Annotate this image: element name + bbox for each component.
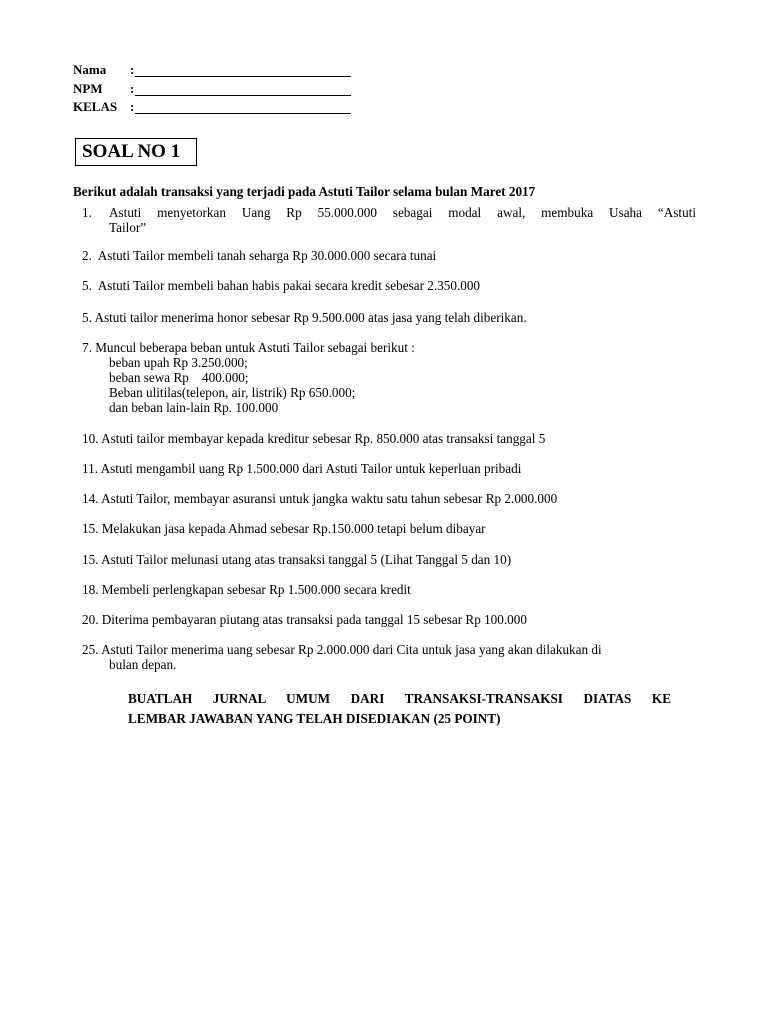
instruction-line: LEMBAR JAWABAN YANG TELAH DISEDIAKAN (25 POINT) xyxy=(128,711,501,726)
npm-label: NPM xyxy=(73,81,103,96)
transaction-item xyxy=(82,491,696,506)
transaction-line: Astuti Tailor membeli bahan habis pakai secara kredit sebesar 2.350.000 xyxy=(97,278,481,293)
transaction-line: Astuti menyetorkan Uang Rp 55.000.000 sebagai modal awal, membuka Usaha “Astuti xyxy=(109,205,696,220)
transaction-item xyxy=(82,431,696,446)
question-title-box xyxy=(75,138,197,166)
transaction-item xyxy=(82,612,696,627)
transaction-number: 20. xyxy=(82,612,99,627)
instruction-text xyxy=(128,689,671,729)
transaction-line: beban sewa Rp 400.000; xyxy=(109,370,249,385)
kelas-label: KELAS xyxy=(73,99,118,114)
transaction-line: dan beban lain-lain Rp. 100.000 xyxy=(109,400,279,415)
question-title: SOAL NO 1 xyxy=(82,141,181,162)
transaction-number: 25. xyxy=(82,642,99,657)
transaction-item xyxy=(82,278,696,293)
transaction-line: Tailor” xyxy=(109,220,147,235)
transaction-line: Astuti mengambil uang Rp 1.500.000 dari Astuti Tailor untuk keperluan pribadi xyxy=(100,461,522,476)
transaction-number: 18. xyxy=(82,582,99,597)
transaction-number: 11. xyxy=(82,461,98,476)
npm-blank-line[interactable] xyxy=(135,95,351,96)
transaction-item xyxy=(82,461,696,476)
transaction-number: 5. xyxy=(82,310,92,325)
transaction-item xyxy=(82,552,696,567)
transaction-line: Beban ulitilas(telepon, air, listrik) Rp 650.000; xyxy=(109,385,356,400)
name-label: Nama xyxy=(73,62,107,77)
npm-colon: : xyxy=(130,81,135,96)
transaction-number: 10. xyxy=(82,431,99,446)
transaction-item xyxy=(82,521,696,536)
transaction-line: Astuti tailor menerima honor sebesar Rp 9.500.000 atas jasa yang telah diberikan. xyxy=(94,310,527,325)
transaction-line: Diterima pembayaran piutang atas transaksi pada tanggal 15 sebesar Rp 100.000 xyxy=(101,612,527,627)
instruction-line: BUATLAH JURNAL UMUM DARI TRANSAKSI-TRANSAKSI DIATAS KE xyxy=(128,691,671,706)
transaction-line: Membeli perlengkapan sebesar Rp 1.500.000 secara kredit xyxy=(101,582,411,597)
transaction-number: 5. xyxy=(82,278,92,293)
transaction-number: 2. xyxy=(82,248,92,263)
kelas-colon: : xyxy=(130,99,135,114)
transaction-line: beban upah Rp 3.250.000; xyxy=(109,355,248,370)
kelas-blank-line[interactable] xyxy=(135,113,351,114)
transaction-item xyxy=(82,642,696,672)
transaction-line: Astuti Tailor melunasi utang atas transaksi tanggal 5 (Lihat Tanggal 5 dan 10) xyxy=(101,552,512,567)
transaction-item xyxy=(82,582,696,597)
name-colon: : xyxy=(130,62,135,77)
transaction-line: Astuti tailor membayar kepada kreditur sebesar Rp. 850.000 atas transaksi tanggal 5 xyxy=(101,431,546,446)
transaction-number: 15. xyxy=(82,552,99,567)
transaction-item xyxy=(82,205,696,235)
transaction-item xyxy=(82,310,696,325)
transaction-line: Astuti Tailor menerima uang sebesar Rp 2.000.000 dari Cita untuk jasa yang akan dilakukan di xyxy=(101,642,602,657)
transaction-line: Astuti Tailor membeli tanah seharga Rp 30.000.000 secara tunai xyxy=(97,248,437,263)
transaction-number: 7. xyxy=(82,340,92,355)
transaction-number: 1. xyxy=(82,205,92,220)
transaction-item xyxy=(82,340,696,415)
transaction-line: bulan depan. xyxy=(109,657,177,672)
transaction-line: Melakukan jasa kepada Ahmad sebesar Rp.150.000 tetapi belum dibayar xyxy=(101,521,486,536)
transaction-line: Astuti Tailor, membayar asuransi untuk jangka waktu satu tahun sebesar Rp 2.000.000 xyxy=(101,491,558,506)
transaction-number: 14. xyxy=(82,491,99,506)
intro-text: Berikut adalah transaksi yang terjadi pada Astuti Tailor selama bulan Maret 2017 xyxy=(73,184,536,199)
transaction-number: 15. xyxy=(82,521,99,536)
name-blank-line[interactable] xyxy=(135,76,351,77)
transaction-item xyxy=(82,248,696,263)
transaction-line: Muncul beberapa beban untuk Astuti Tailor sebagai berikut : xyxy=(95,340,415,355)
